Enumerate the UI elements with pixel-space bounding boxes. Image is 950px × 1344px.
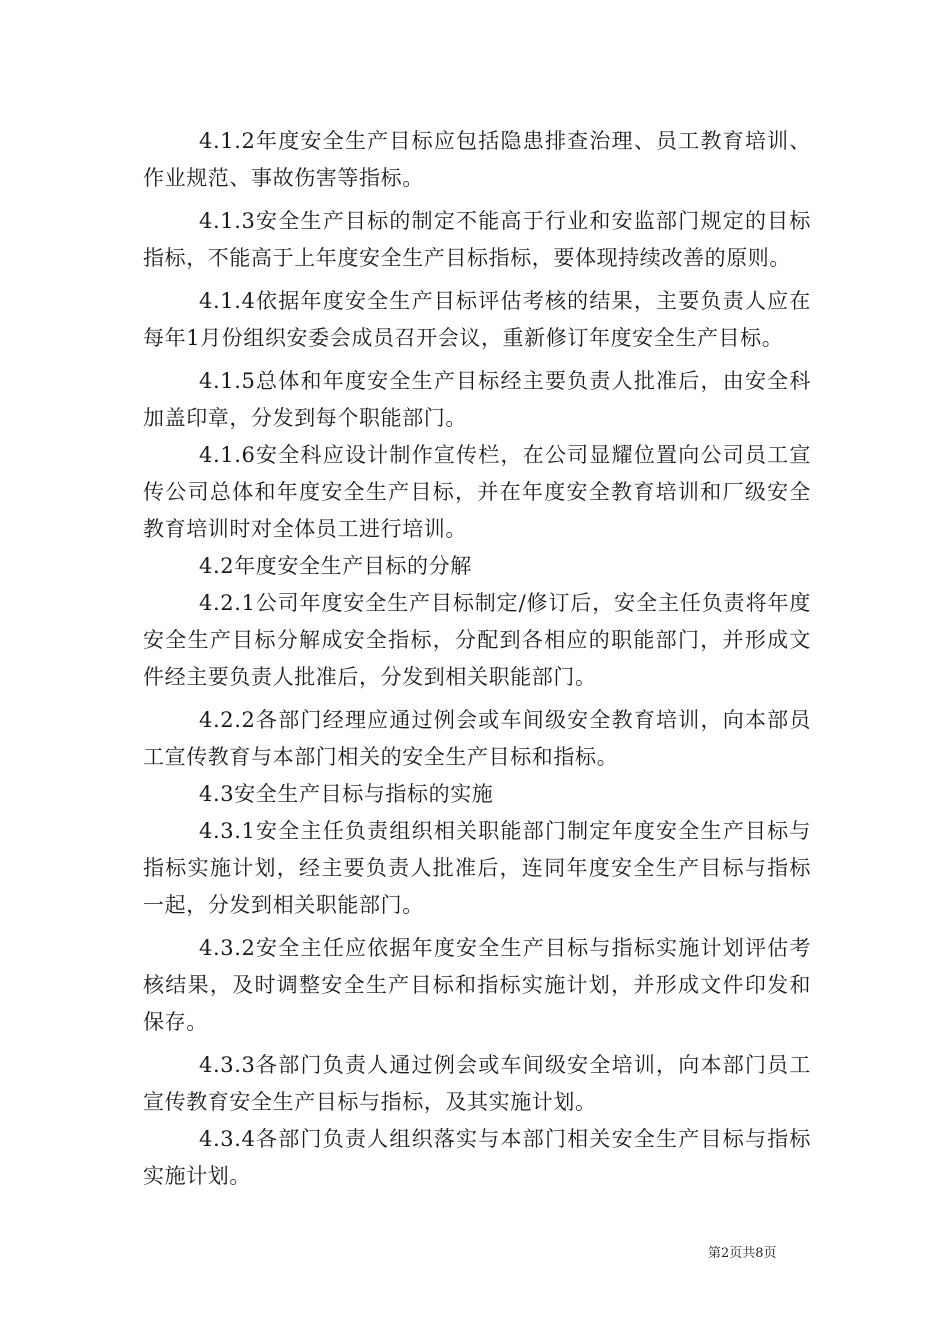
section-heading-4-2: 4.2年度安全生产目标的分解 [199,554,472,578]
paragraph-4-1-3: 4.1.3安全生产目标的制定不能高于行业和安监部门规定的目标指标，不能高于上年度安全生产目标指标，要体现持续改善的原则。 [143,209,811,270]
paragraph-4-2-2: 4.2.2各部门经理应通过例会或车间级安全教育培训，向本部员工宣传教育与本部门相关的安全生产目标和指标。 [143,708,811,769]
paragraph-4-1-4: 4.1.4依据年度安全生产目标评估考核的结果，主要负责人应在每年1月份组织安委会成员召开会议，重新修订年度安全生产目标。 [143,289,811,350]
paragraph-4-3-4: 4.3.4各部门负责人组织落实与本部门相关安全生产目标与指标实施计划。 [143,1127,811,1188]
section-heading-4-3: 4.3安全生产目标与指标的实施 [199,782,494,806]
paragraph-4-3-1: 4.3.1安全主任负责组织相关职能部门制定年度安全生产目标与指标实施计划，经主要负责人批准后，连同年度安全生产目标与指标一起，分发到相关职能部门。 [143,819,811,917]
paragraph-4-1-2: 4.1.2年度安全生产目标应包括隐患排查治理、员工教育培训、作业规范、事故伤害等指标。 [143,129,811,190]
paragraph-4-1-6: 4.1.6安全科应设计制作宣传栏，在公司显耀位置向公司员工宣传公司总体和年度安全生产目标，并在年度安全教育培训和厂级安全教育培训时对全体员工进行培训。 [143,443,811,541]
page-number: 第2页共8页 [708,1246,777,1261]
paragraph-4-2-1: 4.2.1公司年度安全生产目标制定/修订后，安全主任负责将年度安全生产目标分解成安全指标，分配到各相应的职能部门，并形成文件经主要负责人批准后，分发到相关职能部门。 [143,591,811,689]
paragraph-4-3-2: 4.3.2安全主任应依据年度安全生产目标与指标实施计划评估考核结果，及时调整安全生产目标和指标实施计划，并形成文件印发和保存。 [143,936,811,1034]
paragraph-4-1-5: 4.1.5总体和年度安全生产目标经主要负责人批准后，由安全科加盖印章，分发到每个职能部门。 [143,369,811,430]
paragraph-4-3-3: 4.3.3各部门负责人通过例会或车间级安全培训，向本部门员工宣传教育安全生产目标与指标，及其实施计划。 [143,1053,811,1114]
document-body [143,123,811,1195]
